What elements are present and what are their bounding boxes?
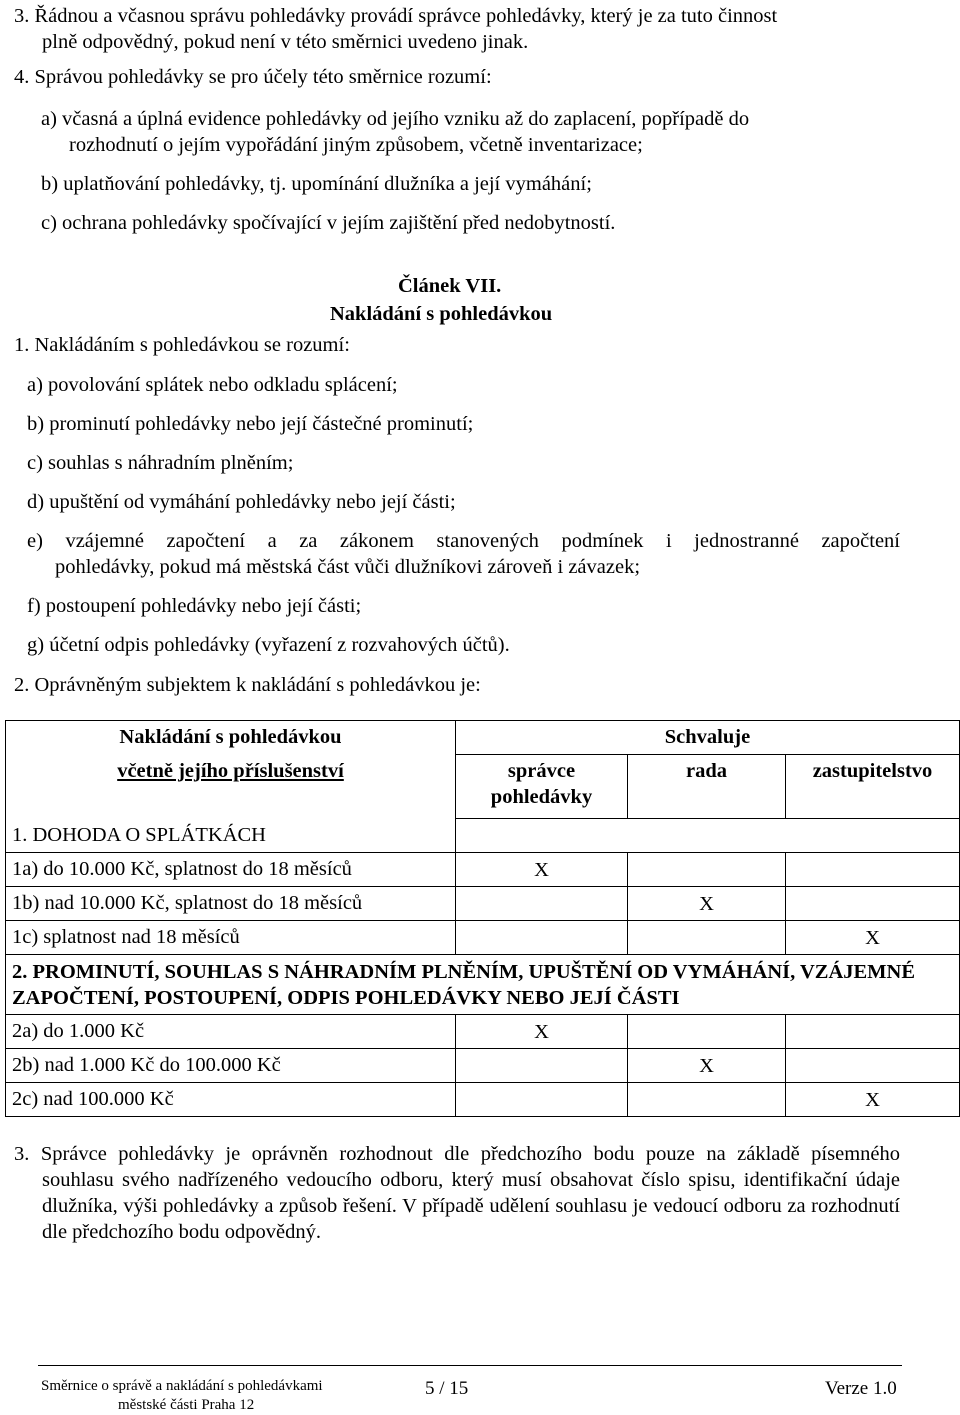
article-paragraph-1: 1. Nakládáním s pohledávkou se rozumí: <box>14 334 350 356</box>
list-item-e-line1: e) vzájemné započtení a za zákonem stanovených podmínek i jednostranné započtení <box>27 530 900 552</box>
article-title: Nakládání s pohledávkou <box>330 303 553 325</box>
row-2a-zastupitelstvo <box>786 1015 960 1049</box>
row-1b-label: 1b) nad 10.000 Kč, splatnost do 18 měsíců <box>6 887 456 921</box>
header-subject-line1: Nakládání s pohledávkou <box>119 726 342 748</box>
row-2a-label: 2a) do 1.000 Kč <box>6 1015 456 1049</box>
approval-table <box>5 720 960 1117</box>
list-item-b: b) prominutí pohledávky nebo její částečné prominutí; <box>27 413 474 435</box>
row-2b-label: 2b) nad 1.000 Kč do 100.000 Kč <box>6 1049 456 1083</box>
list-item-a: a) povolování splátek nebo odkladu splácení; <box>27 374 398 396</box>
article-paragraph-2: 2. Oprávněným subjektem k nakládání s pohledávkou je: <box>14 674 481 696</box>
footer-title-line1: Směrnice o správě a nakládání s pohledávkami <box>41 1378 323 1394</box>
row-1a-spravce: X <box>456 853 628 887</box>
row-1c-zastupitelstvo: X <box>786 921 960 955</box>
list-item-d: d) upuštění od vymáhání pohledávky nebo její části; <box>27 491 456 513</box>
row-1a-zastupitelstvo <box>786 853 960 887</box>
header-subject <box>6 721 456 819</box>
row-2c-zastupitelstvo: X <box>786 1083 960 1117</box>
footer-version: Verze 1.0 <box>825 1378 897 1399</box>
row-2a-rada <box>628 1015 786 1049</box>
section-1-empty <box>456 819 960 853</box>
row-2b-zastupitelstvo <box>786 1049 960 1083</box>
item-a-line1: a) včasná a úplná evidence pohledávky od jejího vzniku až do zaplacení, popřípadě do <box>41 108 750 130</box>
row-1b-rada: X <box>628 887 786 921</box>
list-item-e-line2: pohledávky, pokud má městská část vůči dlužníkovi zároveň i závazek; <box>55 556 641 578</box>
row-1c-spravce <box>456 921 628 955</box>
row-1b-spravce <box>456 887 628 921</box>
section-1-title: 1. DOHODA O SPLÁTKÁCH <box>6 819 456 853</box>
article-number: Článek VII. <box>398 275 502 297</box>
row-2c-label: 2c) nad 100.000 Kč <box>6 1083 456 1117</box>
row-2b-spravce <box>456 1049 628 1083</box>
row-1b-zastupitelstvo <box>786 887 960 921</box>
item-a-line2: rozhodnutí o jejím vypořádání jiným způsobem, včetně inventarizace; <box>69 134 643 156</box>
row-2b-rada: X <box>628 1049 786 1083</box>
paragraph-3-line1: 3. Řádnou a včasnou správu pohledávky provádí správce pohledávky, který je za tuto činnost <box>14 5 778 27</box>
footer-title-line2: městské části Praha 12 <box>118 1397 255 1413</box>
row-1c-rada <box>628 921 786 955</box>
header-schvaluje: Schvaluje <box>456 721 960 755</box>
header-rada: rada <box>628 755 786 819</box>
row-1c-label: 1c) splatnost nad 18 měsíců <box>6 921 456 955</box>
item-c: c) ochrana pohledávky spočívající v jejím zajištění před nedobytností. <box>41 212 616 234</box>
list-item-c: c) souhlas s náhradním plněním; <box>27 452 294 474</box>
header-spravce: správce pohledávky <box>456 755 628 819</box>
header-subject-line2: včetně jejího příslušenství <box>117 760 344 782</box>
row-2a-spravce: X <box>456 1015 628 1049</box>
row-2c-spravce <box>456 1083 628 1117</box>
paragraph-4: 4. Správou pohledávky se pro účely této směrnice rozumí: <box>14 66 492 88</box>
item-b: b) uplatňování pohledávky, tj. upomínání dlužníka a její vymáhání; <box>41 173 592 195</box>
row-1a-label: 1a) do 10.000 Kč, splatnost do 18 měsíců <box>6 853 456 887</box>
header-zastupitelstvo: zastupitelstvo <box>786 755 960 819</box>
row-1a-rada <box>628 853 786 887</box>
footer-divider <box>38 1365 902 1366</box>
section-2-title: 2. PROMINUTÍ, SOUHLAS S NÁHRADNÍM PLNĚNÍM, UPUŠTĚNÍ OD VYMÁHÁNÍ, VZÁJEMNÉ ZAPOČTENÍ, POSTOUPENÍ, ODPIS POHLEDÁVKY NEBO JEJÍ ČÁSTI <box>6 955 960 1015</box>
list-item-g: g) účetní odpis pohledávky (vyřazení z rozvahových účtů). <box>27 634 510 656</box>
paragraph-after-table: 3. Správce pohledávky je oprávněn rozhodnout dle předchozího bodu pouze na základě písemného souhlasu svého nadřízeného vedoucího odboru, který musí obsahovat číslo spisu, identifikační údaje dlužníka, výši pohledávky a způsob řešení. V případě udělení souhlasu je vedoucí odboru za rozhodnutí dle předchozího bodu odpovědný. <box>14 1143 900 1243</box>
row-2c-rada <box>628 1083 786 1117</box>
footer-page-number: 5 / 15 <box>425 1378 469 1399</box>
list-item-f: f) postoupení pohledávky nebo její části; <box>27 595 362 617</box>
paragraph-3-line2: plně odpovědný, pokud není v této směrnici uvedeno jinak. <box>42 31 529 53</box>
